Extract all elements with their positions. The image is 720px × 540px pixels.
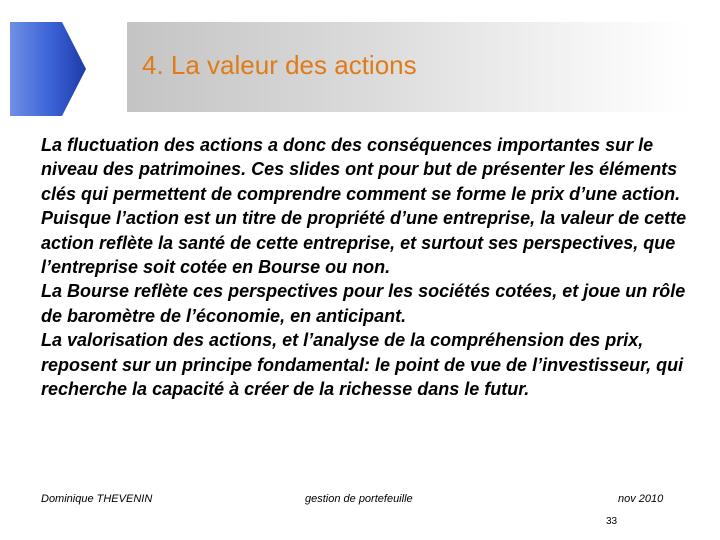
footer-course: gestion de portefeuille [305, 493, 413, 505]
body-paragraph: La Bourse reflète ces perspectives pour les sociétés cotées, et joue un rôle de baromètre de l’économie, en anticipant. [41, 281, 686, 326]
slide-body [41, 133, 701, 401]
body-paragraph: Puisque l’action est un titre de propriété d’une entreprise, la valeur de cette action reflète la santé de cette entreprise, et surtout ses perspectives, que l’entreprise soit cotée en Bourse ou non. [41, 208, 687, 278]
footer-author: Dominique THEVENIN [41, 493, 153, 505]
slide-title: 4. La valeur des actions [142, 50, 417, 80]
blue-chevron-arrow-icon [10, 22, 86, 116]
page-number: 33 [606, 516, 618, 527]
title-bar [127, 22, 690, 112]
footer-date: nov 2010 [618, 493, 664, 505]
body-paragraph: La valorisation des actions, et l’analyse de la compréhension des prix, reposent sur un principe fondamental: le point de vue de l’investisseur, qui recherche la capacité à créer de la richesse dans le futur. [41, 330, 684, 400]
body-paragraph: La fluctuation des actions a donc des conséquences importantes sur le niveau des patrimoines. Ces slides ont pour but de présenter les éléments clés qui permettent de comprendre comment se forme le prix d’une action. [41, 135, 681, 204]
